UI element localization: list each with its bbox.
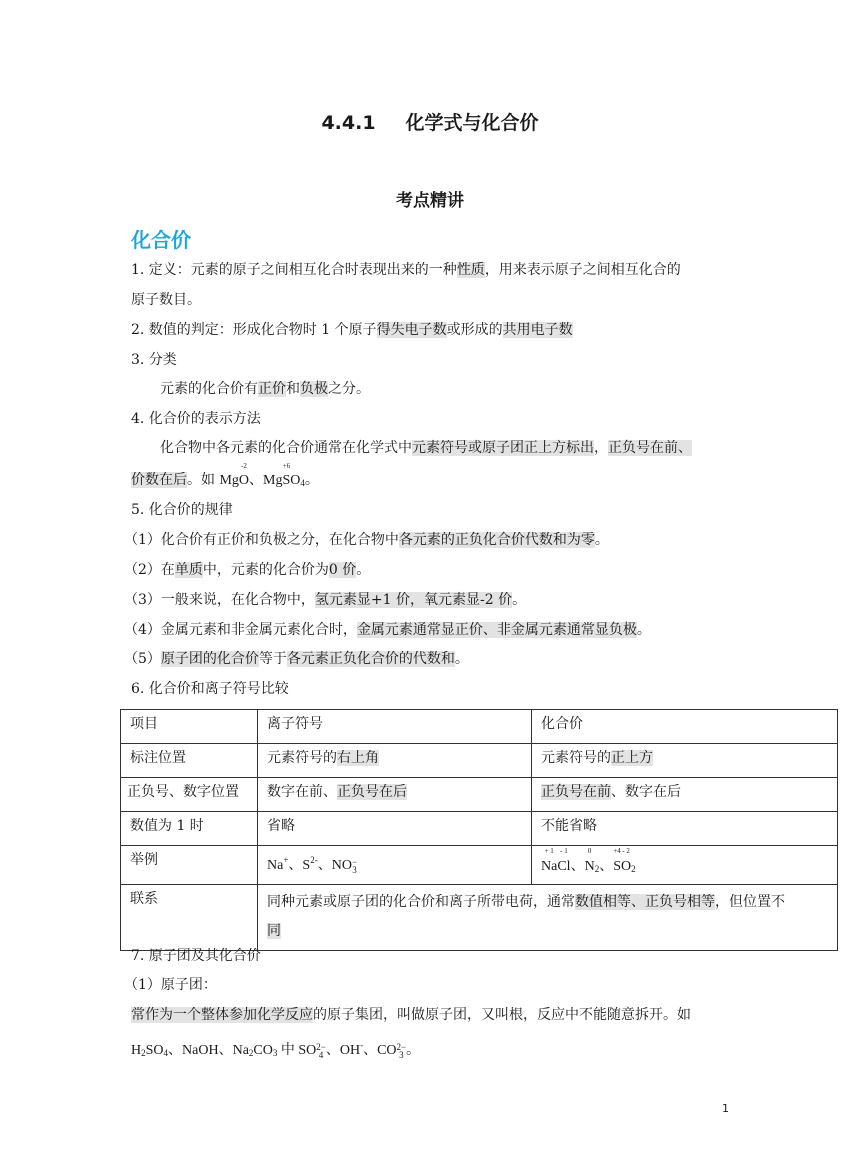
para-radical-head: 7. 原子团及其化合价 <box>131 948 261 964</box>
para-notation-cont: 价数在后。如 Mg -2 O、Mg +6 $SO_4$。 <box>131 462 319 488</box>
ion-examples: Na+、$S^{2-}$、NO − 3 <box>258 846 532 885</box>
highlight: 正负号在前、 <box>608 440 692 456</box>
valence-examples: + 1 Na - 1 Cl、 0 $N_2$、 +4 S - 2 $O_2$ <box>532 846 838 885</box>
para-compare-head: 6. 化合价和离子符号比较 <box>131 681 289 697</box>
para-definition: 1. 定义：元素的原子之间相互化合时表现出来的一种性质，用来表示原子之间相互化合的 <box>131 262 681 278</box>
rule-5: （5）原子团的化合价等于各元素正负化合价的代数和。 <box>124 651 469 667</box>
subtitle: 考点精讲 <box>396 191 464 211</box>
highlight: 共用电子数 <box>502 322 573 338</box>
highlight: 价数在后 <box>131 472 187 488</box>
table-row: 举例 Na+、$S^{2-}$、NO − 3 + 1 Na - 1 Cl、 0 $N_2$、 +4 S - 2 $O_2$ <box>121 846 838 885</box>
para-definition-cont: 原子数目。 <box>131 292 201 308</box>
highlight: 得失电子数 <box>376 322 447 338</box>
highlight: 性质 <box>456 262 485 278</box>
table-row: 正负号、数字位置 数字在前、正负号在后 正负号在前、数字在后 <box>121 778 838 812</box>
section-heading: 化合价 <box>131 228 191 252</box>
table-row: 标注位置 元素符号的右上角 元素符号的正上方 <box>121 744 838 778</box>
para-radical-sub: （1）原子团： <box>124 977 217 993</box>
para-radical: 常作为一个整体参加化学反应的原子集团，叫做原子团，又叫根，反应中不能随意拆开。如 <box>131 1007 691 1023</box>
para-classify-head: 3. 分类 <box>131 352 177 368</box>
rule-3: （3）一般来说，在化合物中，氢元素显+1 价，氧元素显-2 价。 <box>124 592 527 608</box>
formula-mgo: Mg -2 O <box>219 462 250 488</box>
page-number: 1 <box>722 1102 729 1115</box>
comparison-table <box>120 709 838 951</box>
page-title <box>0 108 860 135</box>
table-row: 项目 离子符号 化合价 <box>121 710 838 744</box>
highlight: 负极 <box>300 381 328 397</box>
para-classify: 元素的化合价有正价和负极之分。 <box>160 381 370 397</box>
para-radical-examples: $H_2SO_4$、NaOH、$Na_2CO_3$ 中 SO 2− 4 、OH-、CO 2− 3 。 <box>131 1040 421 1060</box>
highlight: 正价 <box>258 381 286 397</box>
table-row: 联系 同种元素或原子团的化合价和离子所带电荷，通常数值相等、正负号相等，但位置不 同 <box>121 885 838 951</box>
rule-2: （2）在单质中，元素的化合价为0 价。 <box>124 562 371 578</box>
section-number: 4.4.1 <box>321 112 376 134</box>
para-value: 2. 数值的判定：形成化合物时 1 个原子得失电子数或形成的共用电子数 <box>131 322 573 338</box>
para-rules-head: 5. 化合价的规律 <box>131 502 233 518</box>
para-notation: 化合物中各元素的化合价通常在化学式中元素符号或原子团正上方标出，正负号在前、 <box>160 440 692 456</box>
formula-mgso4: Mg +6 $SO_4$ <box>263 462 305 488</box>
rule-1: （1）化合价有正价和负极之分，在化合物中各元素的正负化合价代数和为零。 <box>124 532 609 548</box>
highlight: 元素符号或原子团正上方标出 <box>412 440 594 456</box>
section-title: 化学式与化合价 <box>405 112 539 134</box>
table-row: 数值为 1 时 省略 不能省略 <box>121 812 838 846</box>
para-notation-head: 4. 化合价的表示方法 <box>131 411 261 427</box>
rule-4: （4）金属元素和非金属元素化合时，金属元素通常显正价、非金属元素通常显负极。 <box>124 622 651 638</box>
